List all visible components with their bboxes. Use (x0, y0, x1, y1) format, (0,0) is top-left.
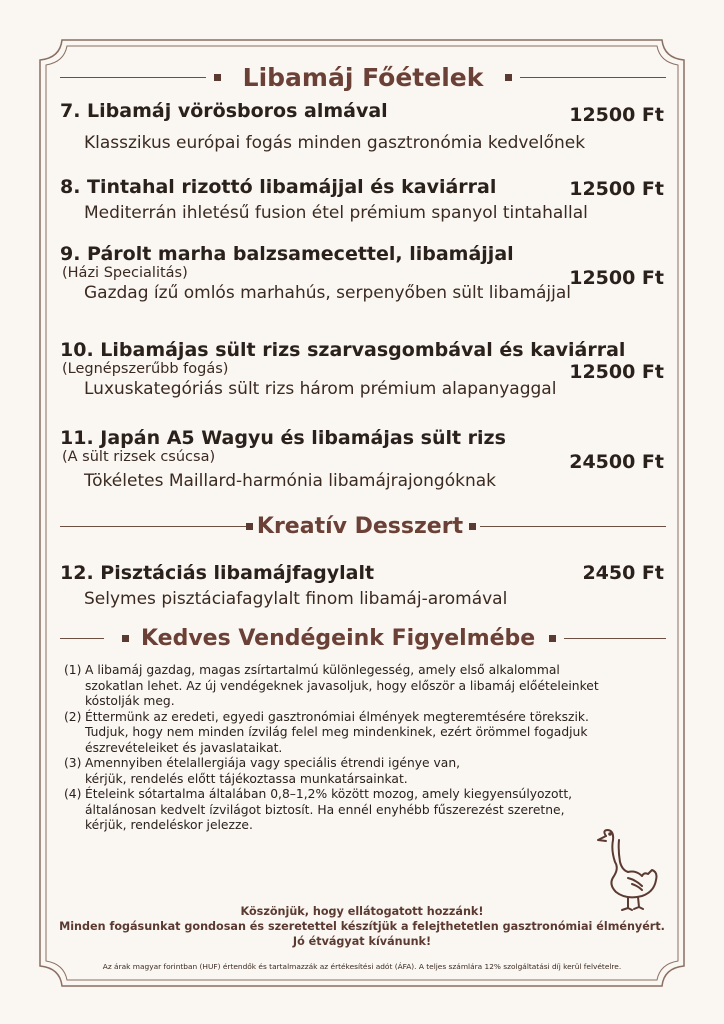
dish-price: 12500 Ft (569, 361, 664, 383)
mains-section-heading (60, 63, 666, 92)
notice-line: kérjük, rendeléskor jelezze. (85, 818, 253, 832)
notice-section-title: Kedves Vendégeink Figyelmébe (141, 626, 536, 651)
notice-line: Ételeink sótartalma általában 0,8–1,2% között mozog, amely kiegyensúlyozott, (85, 787, 573, 801)
square-bullet-icon (549, 635, 556, 642)
dish-description: Luxuskategóriás sült rizs három prémium alapanyaggal (84, 379, 557, 399)
divider-line (60, 77, 206, 78)
footer-message: Minden fogásunkat gondosan és szeretettel készítjük a felejthetetlen gasztronómiai élményért. (59, 920, 665, 933)
goose-icon (592, 828, 664, 914)
notice-line: kóstolják meg. (85, 694, 175, 708)
menu-item (60, 243, 666, 303)
notice-number: (4) (64, 787, 82, 801)
menu-item (60, 562, 666, 609)
divider-line (480, 526, 666, 527)
menu-item (60, 339, 666, 399)
square-bullet-icon (122, 635, 129, 642)
notice-line: Éttermünk az eredeti, egyedi gasztronómiai élmények megteremtésére törekszik. (85, 709, 589, 724)
dish-price: 12500 Ft (569, 178, 664, 200)
divider-line (60, 526, 246, 527)
notice-list (64, 663, 674, 834)
notice-item (64, 756, 674, 787)
dessert-section-heading (60, 514, 666, 539)
notice-line: A libamáj gazdag, magas zsírtartalmú különlegesség, amely első alkalommal (85, 663, 560, 677)
dish-description: Gazdag ízű omlós marhahús, serpenyőben sült libamájjal (84, 283, 572, 303)
fine-print: Az árak magyar forintban (HUF) értendők és tartalmazzák az értékesítési adót (ÁFA). A teljes számlára 12% szolgáltatási díj kerül felvételre. (102, 962, 622, 971)
dish-name: 12. Pisztáciás libamájfagylalt (60, 562, 375, 584)
mains-section-title: Libamáj Főételek (242, 63, 484, 92)
dish-note: (Legnépszerűbb fogás) (62, 361, 229, 377)
square-bullet-icon (214, 74, 221, 81)
notice-line: általánosan kedvelt ízvilágot biztosít. Ha ennél enyhébb fűszerezést szeretne, (85, 802, 565, 817)
square-bullet-icon (246, 523, 253, 530)
menu-item (60, 100, 666, 153)
notice-item (64, 710, 674, 757)
dish-description: Tökéletes Maillard-harmónia libamájrajongóknak (84, 471, 497, 491)
dish-note: (Házi Specialitás) (62, 265, 188, 281)
dish-price: 24500 Ft (569, 451, 664, 473)
notice-line: kérjük, rendelés előtt tájékoztassa munkatársainkat. (85, 771, 408, 786)
notice-number: (2) (64, 709, 82, 724)
menu-item (60, 427, 666, 491)
dish-name: 9. Párolt marha balzsamecettel, libamájjal (60, 243, 514, 265)
dish-description: Klasszikus európai fogás minden gasztronómia kedvelőnek (84, 133, 586, 153)
dish-name: 7. Libamáj vörösboros almával (60, 100, 388, 122)
notice-item (64, 787, 674, 834)
footer-thanks: Köszönjük, hogy ellátogatott hozzánk! (240, 905, 484, 918)
dish-name: 10. Libamájas sült rizs szarvasgombával és kaviárral (60, 339, 626, 361)
square-bullet-icon (469, 523, 476, 530)
dessert-section-title: Kreatív Desszert (256, 514, 464, 539)
dish-note: (A sült rizsek csúcsa) (62, 449, 216, 465)
menu-item (60, 176, 666, 223)
dish-price: 2450 Ft (582, 562, 664, 584)
notice-line: észrevételeiket és javaslataikat. (85, 740, 283, 755)
notice-number: (1) (64, 663, 82, 677)
thank-you-footer (40, 904, 684, 949)
footer-wish: Jó étvágyat kívánunk! (292, 935, 432, 948)
dish-name: 11. Japán A5 Wagyu és libamájas sült rizs (60, 427, 506, 449)
notice-number: (3) (64, 756, 82, 770)
notice-section-heading (60, 626, 666, 651)
dish-name: 8. Tintahal rizottó libamájjal és kaviárral (60, 176, 497, 198)
notice-line: Amennyiben ételallergiája vagy speciális étrendi igénye van, (85, 756, 461, 770)
dish-description: Mediterrán ihletésű fusion étel prémium spanyol tintahallal (84, 203, 588, 223)
notice-item (64, 663, 674, 710)
notice-line: szokatlan lehet. Az új vendégeknek javasoljuk, hogy először a libamáj előételeinket (85, 678, 599, 693)
divider-line (60, 638, 104, 639)
divider-line (564, 638, 666, 639)
dish-description: Selymes pisztáciafagylalt finom libamáj-aromával (84, 589, 508, 609)
notice-line: Tudjuk, hogy nem minden ízvilág felel meg mindenkinek, ezért örömmel fogadjuk (85, 725, 588, 739)
divider-line (520, 77, 666, 78)
square-bullet-icon (505, 74, 512, 81)
dish-price: 12500 Ft (569, 267, 664, 289)
dish-price: 12500 Ft (569, 104, 664, 126)
